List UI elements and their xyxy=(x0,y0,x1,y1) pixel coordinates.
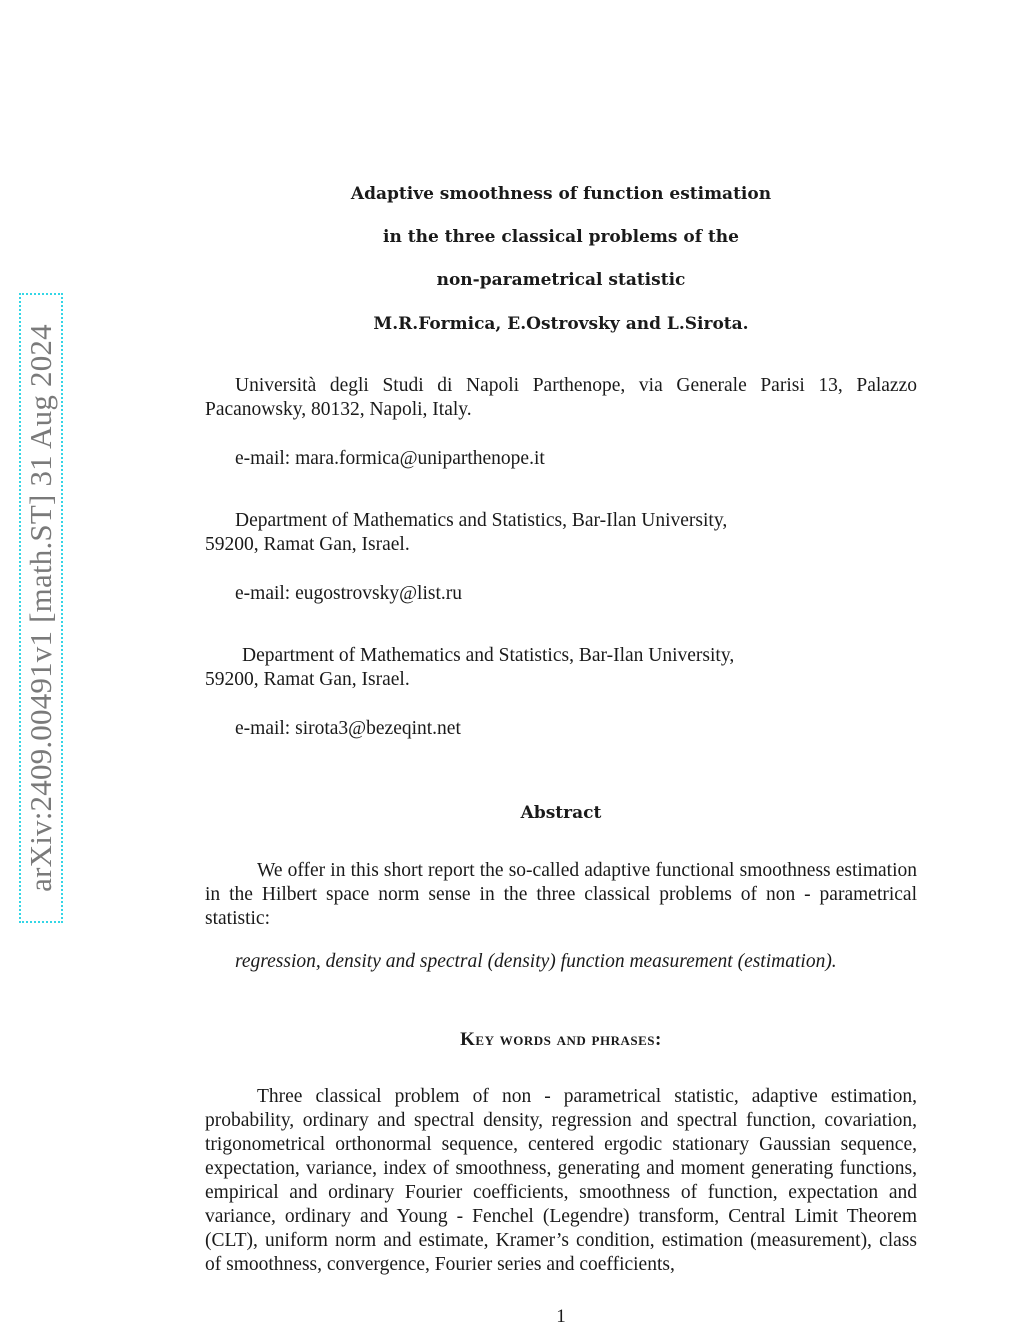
arxiv-identifier-stamp xyxy=(19,293,63,923)
affiliation-3-address-line-2: 59200, Ramat Gan, Israel. xyxy=(205,669,410,690)
paper-title-line-2: in the three classical problems of the xyxy=(383,227,739,247)
affiliation-1-email: e-mail: mara.formica@uniparthenope.it xyxy=(235,448,545,469)
keywords-text: Three classical problem of non - parametrical statistic, adaptive estimation, probability, ordinary and spectral density, regression and spectral function, covariation, trigonometrical orthonormal sequence, centered ergodic stationary Gaussian sequence, expectation, variance, index of smoothness, generating and moment generating functions, empirical and ordinary Fourier coefficients, smoothness of function, expectation and variance, ordinary and Young - Fenchel (Legendre) transform, Central Limit Theorem (CLT), uniform norm and estimate, Kramer’s condition, estimation (measurement), class of smoothness, convergence, Fourier series and coefficients, xyxy=(205,1086,917,1275)
affiliation-2-address-line-1: Department of Mathematics and Statistics, Bar-Ilan University, xyxy=(235,510,728,531)
abstract-heading: Abstract xyxy=(520,803,602,823)
affiliation-3-address-line-1: Department of Mathematics and Statistics, Bar-Ilan University, xyxy=(242,645,735,666)
page-number: 1 xyxy=(556,1306,566,1327)
paper-authors: M.R.Formica, E.Ostrovsky and L.Sirota. xyxy=(373,314,749,334)
affiliation-1-address: Università degli Studi di Napoli Parthenope, via Generale Parisi 13, Palazzo Pacanowsky, 80132, Napoli, Italy. xyxy=(205,375,917,420)
arxiv-identifier-text: arXiv:2409.00491v1 [math.ST] 31 Aug 2024 xyxy=(23,324,58,892)
affiliation-3-email: e-mail: sirota3@bezeqint.net xyxy=(235,718,461,739)
abstract-italic-line: regression, density and spectral (density) function measurement (estimation). xyxy=(235,951,837,972)
affiliation-2-address-line-2: 59200, Ramat Gan, Israel. xyxy=(205,534,410,555)
keywords-heading: Key words and phrases: xyxy=(460,1029,662,1050)
paper-title-line-1: Adaptive smoothness of function estimation xyxy=(350,184,772,204)
affiliation-2-email: e-mail: eugostrovsky@list.ru xyxy=(235,583,463,604)
paper-title-line-3: non-parametrical statistic xyxy=(436,270,686,290)
abstract-text: We offer in this short report the so-called adaptive functional smoothness estimation in the Hilbert space norm sense in the three classical problems of non - parametrical statistic: xyxy=(205,860,917,929)
